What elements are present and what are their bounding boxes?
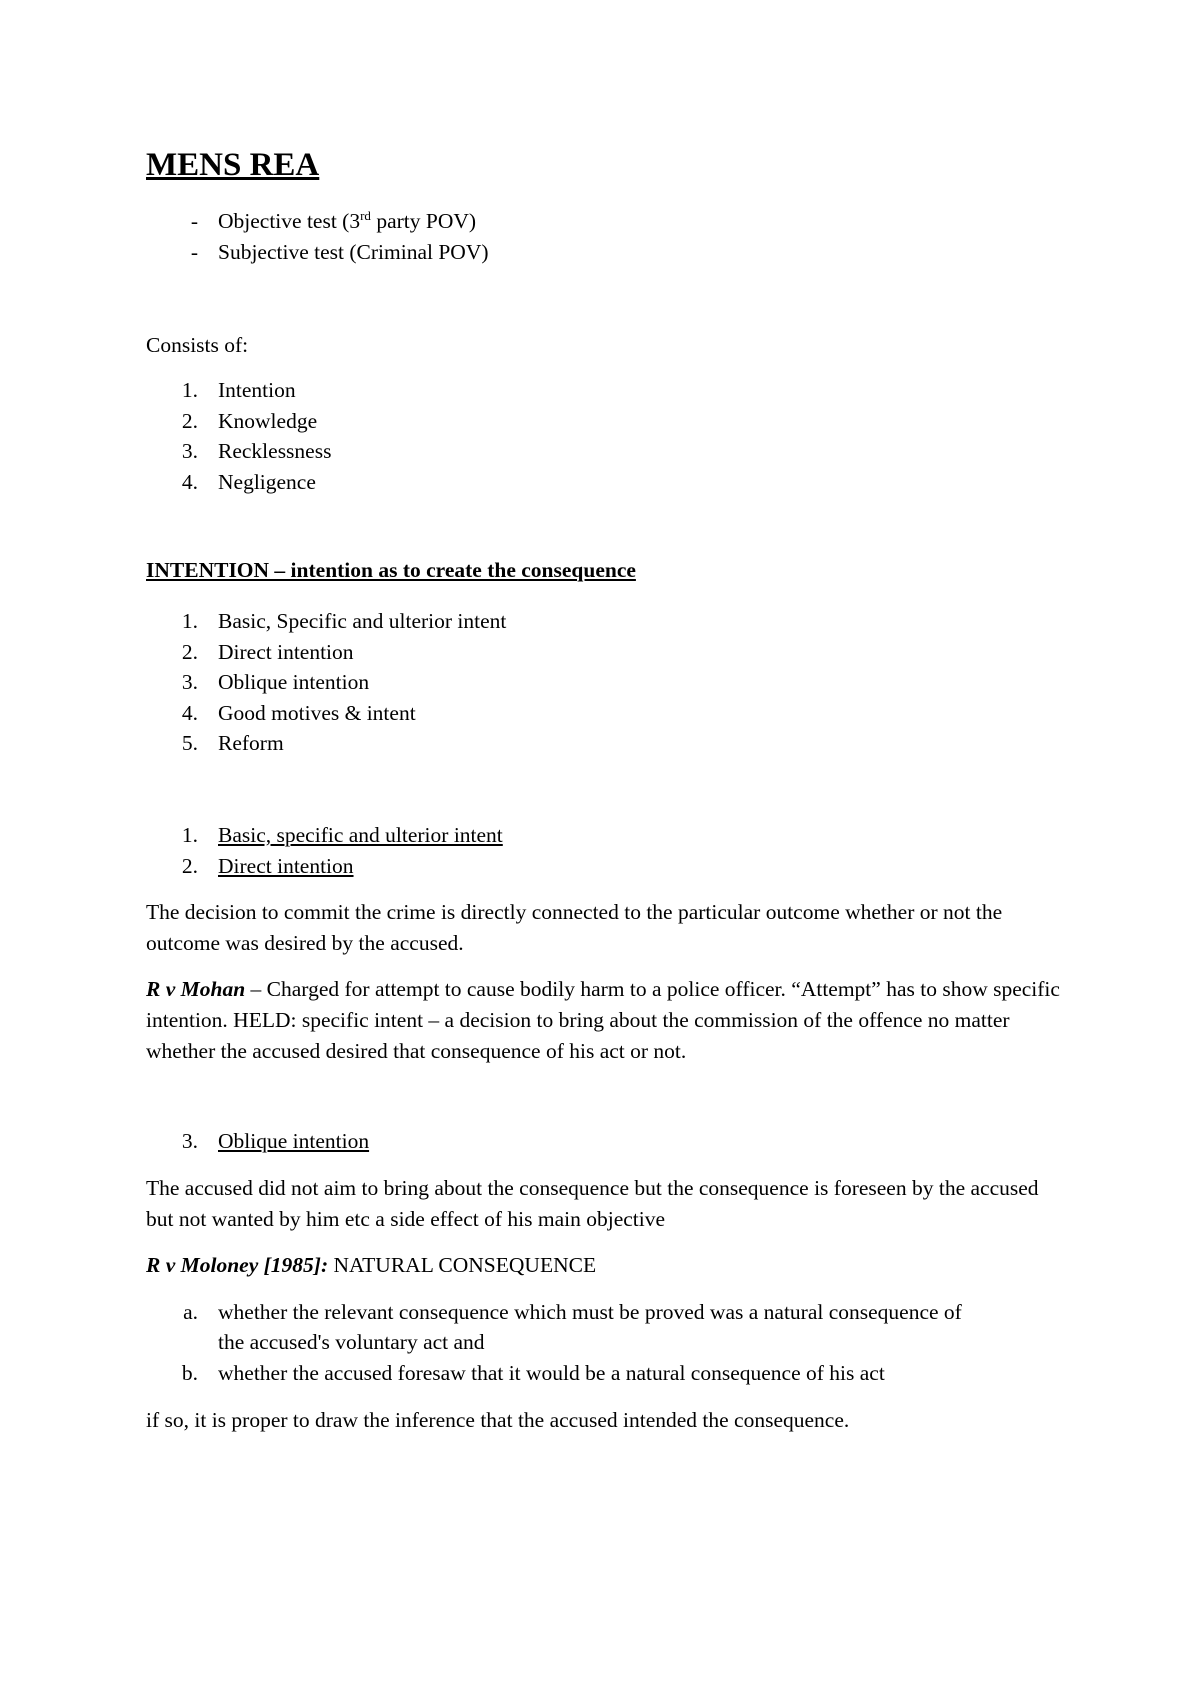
moloney-heading: R v Moloney [1985]: NATURAL CONSEQUENCE — [146, 1253, 597, 1277]
oblique-intention-paragraph: The accused did not aim to bring about the consequence but the consequence is foreseen by the accused but not wanted by him etc a side effect of his main objective — [146, 1176, 1039, 1231]
conclusion-paragraph: if so, it is proper to draw the inference that the accused intended the consequence. — [146, 1408, 850, 1432]
page-title: MENS REA — [146, 147, 320, 183]
case-name: R v Moloney [1985]: — [146, 1253, 329, 1277]
case-name: R v Mohan — [146, 977, 246, 1001]
consists-label: Consists of: — [146, 333, 249, 357]
document-page: MENS REA - Objective test (3rd party POV) - Subjective test (Criminal POV) Consists of: 1. Intention 2. Knowledge 3. Recklessness 4. Negligence INTENTION – intention as to create the consequence 1. Basic, Specific and ulterior intent 2. Direct intention 3. Oblique intention 4. Good motives & intent 5. Reform 1. Basic, specific and ulterior intent 2. Direct intention The decision to commit the crime is directly connected to the particular outcome whether or not the outcome was desired by the accused. R v Mohan – Charged for attempt to cause bodily harm to a police officer. “Attempt” has to show specific intention. HELD: specific intent – a decision to bring about the commission of the offence no matter whether the accused desired that consequence of his act or not. 3. Oblique intention The accused did not aim to bring about the consequence but the consequence is foreseen by the accused but not wanted by him etc a side effect of his main objective R v Moloney [1985]: NATURAL CONSEQUENCE a. whether the relevant consequence which must be proved was a natural consequence of the accused's voluntary act and b. whether the accused foresaw that it would be a natural consequence of his act if so, it is proper to draw the inference that the accused intended the consequence. — [0, 0, 1200, 1698]
intention-heading: INTENTION – intention as to create the consequence — [146, 558, 636, 582]
direct-intention-paragraph: The decision to commit the crime is directly connected to the particular outcome whether or not the outcome was desired by the accused. — [146, 900, 1003, 955]
mohan-paragraph: R v Mohan – Charged for attempt to cause bodily harm to a police officer. “Attempt” has to show specific intention. HELD: specific intent – a decision to bring about the commission of the offence no matter whether the accused desired that consequence of his act or not. — [146, 977, 1060, 1063]
dash-bullet: - — [190, 209, 198, 233]
objective-test-text: Objective test (3rd party POV) — [218, 207, 477, 233]
dash-bullet: - — [190, 240, 198, 264]
subjective-test-text: Subjective test (Criminal POV) — [218, 240, 489, 264]
